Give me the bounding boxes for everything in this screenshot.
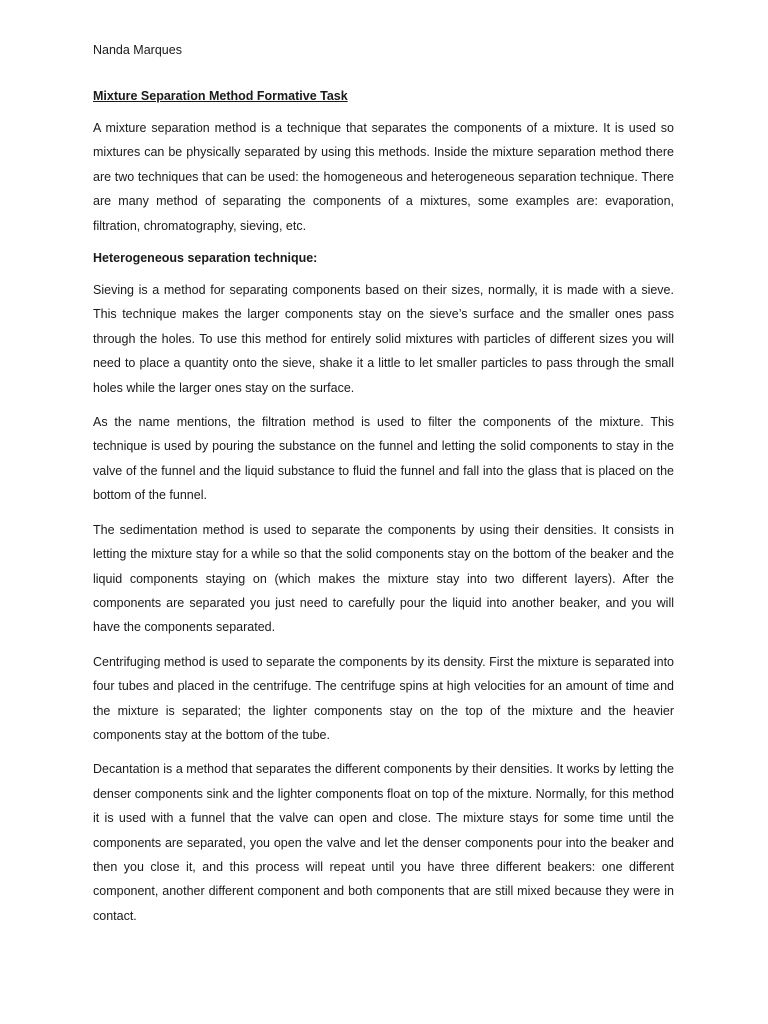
paragraph-decantation: Decantation is a method that separates the different components by their densities. It works by letting the denser components sink and the lighter components float on top of the mixture. Normally, for this method it is used with a funnel that the valve can open and close. The mixture stays for some time until the components are separated, you open the valve and let the denser components pour into the beaker and then you close it, and this process will repeat until you have three different beakers: one different component, another different component and both components that are still mixed because they were in contact. <box>93 762 674 923</box>
document-title: Mixture Separation Method Formative Task <box>93 89 348 103</box>
intro-paragraph: A mixture separation method is a technique that separates the components of a mixture. It is used so mixtures can be physically separated by using this methods. Inside the mixture separation method there are two techniques that can be used: the homogeneous and heterogeneous separation technique. There are many method of separating the components of a mixtures, some examples are: evaporation, filtration, chromatography, sieving, etc. <box>93 121 674 233</box>
paragraph-sieving: Sieving is a method for separating components based on their sizes, normally, it is made with a sieve. This technique makes the larger components stay on the sieve’s surface and the smaller ones pass through the holes. To use this method for entirely solid mixtures with particles of different sizes you will need to place a quantity onto the sieve, shake it a little to let smaller particles to pass through the small holes while the larger ones stay on the surface. <box>93 283 674 395</box>
document-body <box>93 40 674 938</box>
paragraph-sedimentation: The sedimentation method is used to separate the components by using their densities. It consists in letting the mixture stay for a while so that the solid components stay on the bottom of the beaker and the liquid components staying on (which makes the mixture stay into two different layers). After the components are separated you just need to carefully pour the liquid into another beaker, and you will have the components separated. <box>93 522 674 635</box>
section-heading: Heterogeneous separation technique: <box>93 251 318 266</box>
paragraph-filtration: As the name mentions, the filtration method is used to filter the components of the mixture. This technique is used by pouring the substance on the funnel and letting the solid components to stay in the valve of the funnel and the liquid substance to fluid the funnel and fall into the glass that is placed on the bottom of the funnel. <box>93 415 674 503</box>
author-name: Nanda Marques <box>93 43 182 57</box>
paragraph-centrifuging: Centrifuging method is used to separate the components by its density. First the mixture is separated into four tubes and placed in the centrifuge. The centrifuge spins at high velocities for an amount of time and the mixture is separated; the lighter components stay on the top of the mixture and the heavier components stay at the bottom of the tube. <box>93 654 674 742</box>
